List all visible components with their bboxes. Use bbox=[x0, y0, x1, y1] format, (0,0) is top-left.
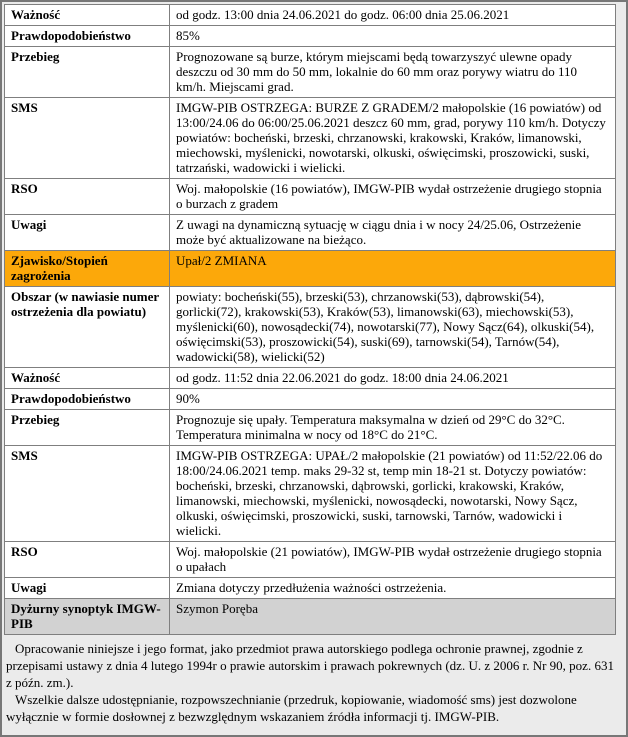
row-label: Zjawisko/Stopień zagrożenia bbox=[5, 251, 170, 287]
row-value: od godz. 13:00 dnia 24.06.2021 do godz. 06:00 dnia 25.06.2021 bbox=[170, 5, 616, 26]
table-row bbox=[5, 287, 616, 368]
table-row bbox=[5, 47, 616, 98]
table-row bbox=[5, 179, 616, 215]
row-value: Szymon Poręba bbox=[170, 599, 616, 635]
row-value: IMGW-PIB OSTRZEGA: BURZE Z GRADEM/2 małopolskie (16 powiatów) od 13:00/24.06 do 06:00/25.06.2021 deszcz 60 mm, grad, porywy 110 km/h. Dotyczy powiatów: bocheński, brzeski, chrzanowski, krakowski, Kraków, limanowski, miechowski, myślenicki, nowotarski, olkuski, oświęcimski, proszowicki, suski, tatrzański, wadowicki i wielicki. bbox=[170, 98, 616, 179]
row-label: Obszar (w nawiasie numer ostrzeżenia dla powiatu) bbox=[5, 287, 170, 368]
table-row bbox=[5, 26, 616, 47]
row-value: od godz. 11:52 dnia 22.06.2021 do godz. 18:00 dnia 24.06.2021 bbox=[170, 368, 616, 389]
row-label: Przebieg bbox=[5, 410, 170, 446]
row-label: Przebieg bbox=[5, 47, 170, 98]
copyright-footer bbox=[2, 637, 626, 733]
row-value: Upał/2 ZMIANA bbox=[170, 251, 616, 287]
row-value: Prognozowane są burze, którym miejscami będą towarzyszyć ulewne opady deszczu od 30 mm do 50 mm, lokalnie do 60 mm oraz porywy wiatru do 110 km/h. Miejscami grad. bbox=[170, 47, 616, 98]
row-label: Uwagi bbox=[5, 578, 170, 599]
row-value: IMGW-PIB OSTRZEGA: UPAŁ/2 małopolskie (21 powiatów) od 11:52/22.06 do 18:00/24.06.2021 temp. maks 29-32 st, temp min 18-21 st. Dotyczy powiatów: bocheński, brzeski, chrzanowski, dąbrowski, gorlicki, krakowski, Kraków, limanowski, miechowski, myślenicki, nowosądecki, nowotarski, Nowy Sącz, olkuski, oświęcimski, proszowicki, suski, tarnowski, Tarnów, wadowicki i wielicki. bbox=[170, 446, 616, 542]
distribution-paragraph: Wszelkie dalsze udostępnianie, rozpowszechnianie (przedruk, kopiowanie, wiadomość sms) jest dozwolone wyłącznie w formie dosłownej z bezwzględnym wskazaniem źródła informacji tj. IMGW-PIB. bbox=[6, 692, 577, 724]
row-value: Woj. małopolskie (16 powiatów), IMGW-PIB wydał ostrzeżenie drugiego stopnia o burzach z gradem bbox=[170, 179, 616, 215]
table-row bbox=[5, 389, 616, 410]
table-row bbox=[5, 5, 616, 26]
row-label: Prawdopodobieństwo bbox=[5, 389, 170, 410]
row-value: Z uwagi na dynamiczną sytuację w ciągu dnia i w nocy 24/25.06, Ostrzeżenie może być aktualizowane na bieżąco. bbox=[170, 215, 616, 251]
row-value: Zmiana dotyczy przedłużenia ważności ostrzeżenia. bbox=[170, 578, 616, 599]
row-value: Prognozuje się upały. Temperatura maksymalna w dzień od 29°C do 32°C. Temperatura minimalna w nocy od 18°C do 21°C. bbox=[170, 410, 616, 446]
warning-table bbox=[4, 4, 616, 635]
copyright-paragraph: Opracowanie niniejsze i jego format, jako przedmiot prawa autorskiego podlega ochronie prawnej, zgodnie z przepisami ustawy z dnia 4 lutego 1994r o prawie autorskim i prawach pokrewnych (dz. U. z 2006 r. Nr 90, poz. 631 z późn. zm.). bbox=[6, 641, 614, 690]
table-row bbox=[5, 410, 616, 446]
table-row bbox=[5, 599, 616, 635]
row-value: 90% bbox=[170, 389, 616, 410]
table-row bbox=[5, 215, 616, 251]
row-label: RSO bbox=[5, 542, 170, 578]
table-row bbox=[5, 368, 616, 389]
row-label: RSO bbox=[5, 179, 170, 215]
row-label: Prawdopodobieństwo bbox=[5, 26, 170, 47]
row-label: Dyżurny synoptyk IMGW-PIB bbox=[5, 599, 170, 635]
row-value: 85% bbox=[170, 26, 616, 47]
row-label: SMS bbox=[5, 446, 170, 542]
row-label: SMS bbox=[5, 98, 170, 179]
table-row bbox=[5, 542, 616, 578]
table-row bbox=[5, 446, 616, 542]
warning-table-body bbox=[5, 5, 616, 635]
row-label: Ważność bbox=[5, 5, 170, 26]
row-value: Woj. małopolskie (21 powiatów), IMGW-PIB wydał ostrzeżenie drugiego stopnia o upałach bbox=[170, 542, 616, 578]
table-row bbox=[5, 578, 616, 599]
table-row bbox=[5, 251, 616, 287]
table-row bbox=[5, 98, 616, 179]
row-value: powiaty: bocheński(55), brzeski(53), chrzanowski(53), dąbrowski(54), gorlicki(72), krakowski(53), Kraków(53), limanowski(63), miechowski(53), myślenicki(60), nowosądecki(74), nowotarski(77), Nowy Sącz(64), olkuski(54), oświęcimski(53), proszowicki(54), suski(69), tarnowski(54), Tarnów(54), wadowicki(58), wielicki(52) bbox=[170, 287, 616, 368]
row-label: Uwagi bbox=[5, 215, 170, 251]
row-label: Ważność bbox=[5, 368, 170, 389]
